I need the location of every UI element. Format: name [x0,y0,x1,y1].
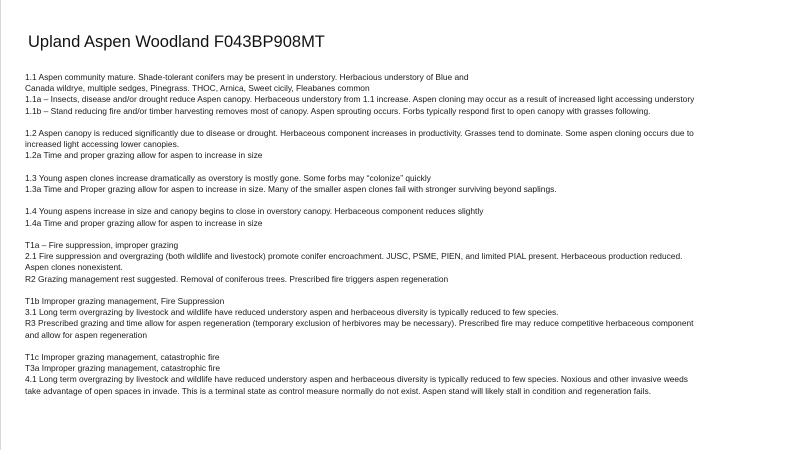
text-line: take advantage of open spaces in invade. This is a terminal state as control measure normally do not exist. Aspen stand will likely stall in condition and regeneration fails. [25,385,651,396]
text-line: T1b Improper grazing management, Fire Suppression [25,295,225,306]
paragraph-1-3 [25,173,795,195]
text-line: Canada wildrye, multiple sedges, Pinegrass. THOC, Arnica, Sweet cicily, Fleabanes common [25,83,370,94]
text-line: T1a – Fire suppression, improper grazing [25,239,179,250]
paragraph-t1a [25,240,795,285]
paragraph-1-1 [25,72,795,117]
text-line: 1.2 Aspen canopy is reduced significantly due to disease or drought. Herbaceous component increases in productivity. Grasses tend to dominate. Some aspen cloning occurs due to [25,128,694,138]
paragraph-t1b [25,296,795,341]
text-line: 1.3a Time and Proper grazing allow for aspen to increase in size. Many of the smaller aspen clones fail with stronger surviving beyond saplings. [25,184,557,194]
text-line: 1.1 Aspen community mature. Shade-tolerant conifers may be present in understory. Herbacious understory of Blue and [25,72,469,82]
paragraph-1-4 [25,206,795,228]
text-line: 1.4a Time and proper grazing allow for aspen to increase in size [25,217,263,228]
slide-title: Upland Aspen Woodland F043BP908MT [28,33,325,51]
slide-body [25,72,795,408]
paragraph-t1c [25,352,795,397]
text-line: T3a Improper grazing management, catastrophic fire [25,363,221,374]
text-line: 1.4 Young aspens increase in size and canopy begins to close in overstory canopy. Herbaceous component reduces slightly [25,206,484,217]
text-line: R3 Prescribed grazing and time allow for aspen regeneration (temporary exclusion of herbivores may be necessary). Prescribed fire may reduce competitive herbaceous component [25,318,694,329]
text-line: 1.1b – Stand reducing fire and/or timber harvesting removes most of canopy. Aspen sprouting occurs. Forbs typically respond first to open canopy with grasses following. [25,105,651,116]
text-line: 1.2a Time and proper grazing allow for aspen to increase in size [25,150,263,161]
text-line: R2 Grazing management rest suggested. Removal of coniferous trees. Prescribed fire triggers aspen regeneration [25,273,449,284]
text-line: and allow for aspen regeneration [25,329,147,340]
text-line: 3.1 Long term overgrazing by livestock and wildlife have reduced understory aspen and herbaceous diversity is typically reduced to few species. [25,307,559,318]
text-line: increased light accessing lower canopies. [25,139,180,150]
text-line: 1.1a – Insects, disease and/or drought reduce Aspen canopy. Herbaceous understory from 1.1 increase. Aspen cloning may occur as a result of increased light accessing understory [25,94,695,105]
text-line: 1.3 Young aspen clones increase dramatically as overstory is mostly gone. Some forbs may “colonize” quickly [25,172,431,183]
text-line: T1c Improper grazing management, catastrophic fire [25,351,220,362]
paragraph-1-2 [25,128,795,162]
text-line: 4.1 Long term overgrazing by livestock and wildlife have reduced understory aspen and herbaceous diversity is typically reduced to few species. Noxious and other invasive weeds [25,374,688,385]
text-line: 2.1 Fire suppression and overgrazing (both wildlife and livestock) promote conifer encroachment. JUSC, PSME, PIEN, and limited PIAL present. Herbaceous production reduced. [25,251,683,262]
text-line: Aspen clones nonexistent. [25,262,123,273]
